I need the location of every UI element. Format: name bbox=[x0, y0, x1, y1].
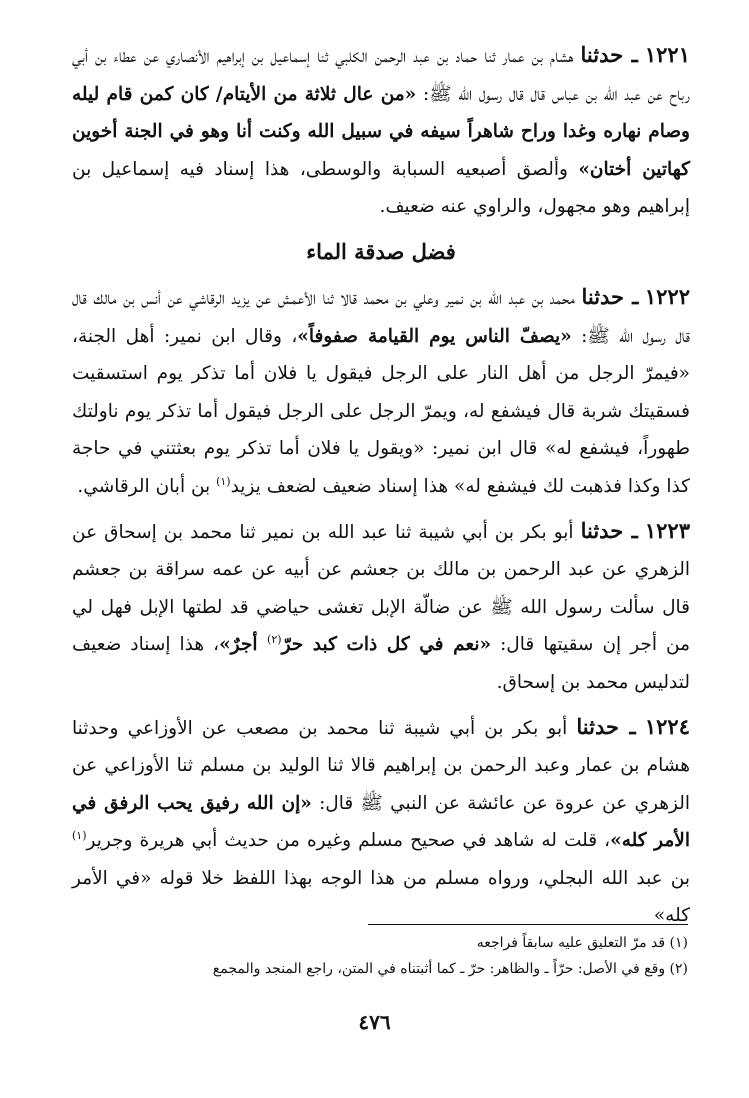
hadith-number: ١٢٢٤ bbox=[644, 713, 690, 739]
chain-text: أبو بكر بن أبي شيبة ثنا عبد الله بن نمير ثنا محمد بن إسحاق عن الزهري عن عبد الرحمن بن مالك بن جعشم عن أبيه عن عمه سراقة بن جعشم قال سألت رسول الله ﷺ عن ضالّة الإبل تغشى حياضي قد لطتها الإبل فهل لي من أجر إن سقيتها قال: bbox=[72, 521, 690, 656]
page-body bbox=[72, 36, 690, 941]
commentary-text: وألصق أصبعيه السبابة والوسطى، هذا إسناد فيه إسماعيل بن إبراهيم وهو مجهول، والراوي عنه ضعيف. bbox=[72, 158, 690, 218]
footnote-marker: (٢) bbox=[267, 633, 282, 647]
prophetic-quote: «نعم في كل ذات كبد حرّ bbox=[281, 634, 492, 656]
prophetic-quote: «إن الله رفيق يحب الرفق في الأمر كله» bbox=[72, 792, 690, 852]
hadith-1221 bbox=[72, 36, 690, 226]
hadith-label: ـ حدثنا bbox=[581, 283, 639, 309]
footnote-marker: (١) bbox=[216, 474, 231, 488]
prophetic-quote-end: أجرٌ» bbox=[219, 634, 268, 656]
chain-text: هشام بن عمار ثنا حماد بن عبد الرحمن الكلبي ثنا إسماعيل بن إبراهيم الأنصاري عن عطاء بن أبي رباح عن عبد الله بن عباس قال قال رسول الله ﷺ: bbox=[72, 46, 690, 105]
hadith-number: ١٢٢٣ bbox=[644, 517, 690, 543]
footnote-2: (٢) وقع في الأصل: حرّاً ـ والظاهر: حرّ ـ كما أثبتناه في المتن، راجع المنجد والمجمع bbox=[212, 961, 688, 977]
chain-text: محمد بن عبد الله بن نمير وعلي بن محمد قالا ثنا الأعمش عن يزيد الرقاشي عن أنس بن مالك قال قال رسول الله ﷺ: bbox=[72, 287, 690, 347]
hadith-1224 bbox=[72, 708, 690, 936]
commentary-text: ، قلت له شاهد في صحيح مسلم وغيره من حديث أبي هريرة وجرير bbox=[86, 830, 611, 852]
chain-text: أبو بكر بن أبي شيبة ثنا محمد بن مصعب عن الأوزاعي وحدثنا هشام بن عمار وعبد الرحمن بن إبراهيم قالا ثنا الوليد بن مسلم ثنا الأوزاعي عن الزهري عن عروة عن عائشة عن النبي ﷺ قال: bbox=[72, 717, 690, 814]
hadith-label: ـ حدثنا bbox=[576, 713, 636, 739]
commentary-text: ، هذا إسناد ضعيف لتدليس محمد بن إسحاق. bbox=[72, 634, 690, 693]
footnote-divider bbox=[368, 924, 688, 925]
hadith-1222 bbox=[72, 278, 690, 506]
prophetic-quote: «من عال ثلاثة من الأيتام/ كان كمن قام ليله وصام نهاره وغدا وراح شاهراً سيفه في سبيل الله وكنت أنا وهو في الجنة أخوين كهاتين أختان» bbox=[72, 83, 690, 180]
commentary-text: بن عبد الله البجلي، ورواه مسلم من هذا الوجه بهذا اللفظ خلا قوله «في الأمر كله» bbox=[72, 867, 690, 927]
hadith-label: ـ حدثنا bbox=[580, 517, 638, 543]
footnotes bbox=[68, 930, 688, 982]
hadith-1223 bbox=[72, 512, 690, 702]
footnote-marker: (١) bbox=[72, 829, 87, 843]
prophetic-quote: «يصفّ الناس يوم القيامة صفوفاً» bbox=[297, 325, 572, 347]
commentary-text: ، وقال ابن نمير: أهل الجنة، «فيمرّ الرجل من أهل النار على الرجل فيقول يا فلان أما تذكر يوم استسقيت فسقيتك شربة قال فيشفع له، ويمرّ الرجل على الرجل فيقول أما تذكر يوم ناولتك طهوراً، فيشفع له» قال ابن نمير: «ويقول يا فلان أما تذكر يوم بعثتني في حاجة كذا وكذا فذهبت لك فيشفع له» هذا إسناد ضعيف لضعف يزيد bbox=[72, 325, 690, 497]
commentary-text: بن أبان الرقاشي. bbox=[77, 475, 217, 497]
section-heading: فضل صدقة الماء bbox=[306, 238, 456, 264]
hadith-number: ١٢٢١ bbox=[644, 42, 690, 67]
footnote-1: (١) قد مرّ التعليق عليه سابقاً فراجعه bbox=[476, 935, 688, 951]
page-number: ٤٧٦ bbox=[358, 1010, 391, 1034]
hadith-label: ـ حدثنا bbox=[580, 42, 638, 67]
hadith-number: ١٢٢٢ bbox=[644, 283, 690, 309]
